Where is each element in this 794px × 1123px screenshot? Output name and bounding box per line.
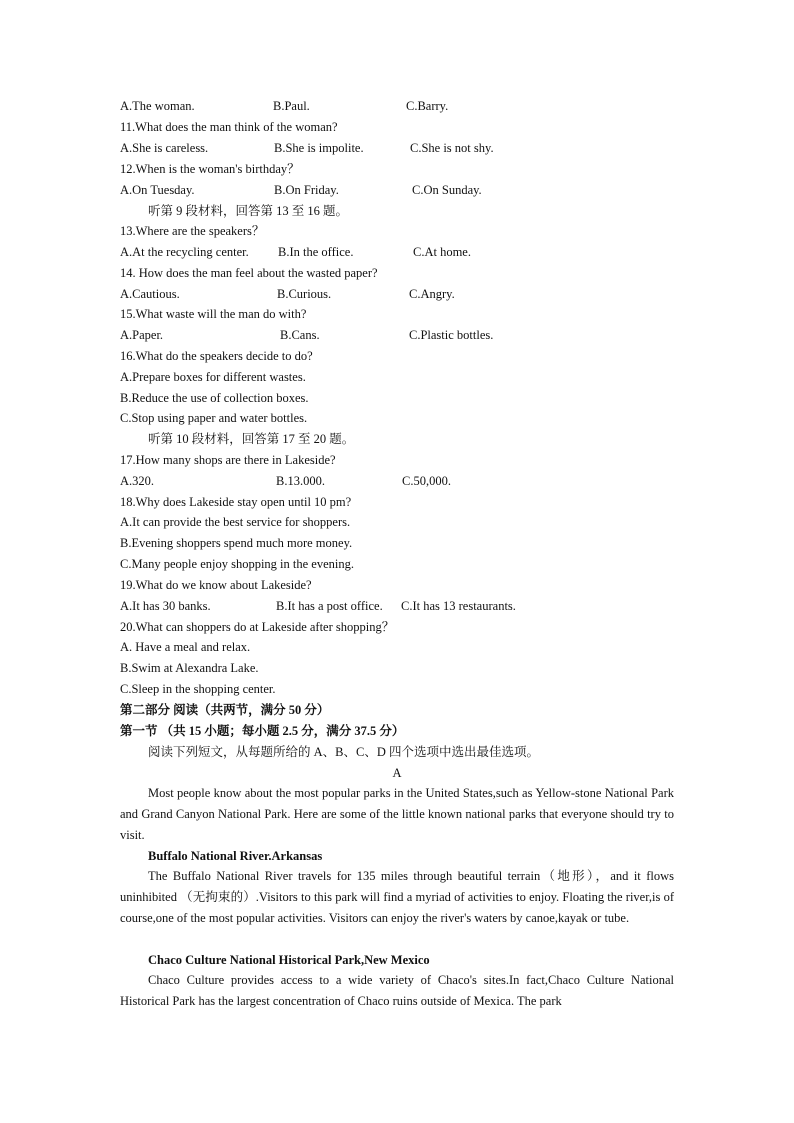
q14-option-c: C.Angry. [409,287,455,301]
q12-option-b: B.On Friday. [274,183,339,197]
q15-option-c: C.Plastic bottles. [409,328,494,342]
q12-stem: 12.When is the woman's birthday？ [120,162,300,176]
q15-option-b: B.Cans. [280,328,320,342]
q20-option-c: C.Sleep in the shopping center. [120,682,276,696]
part-2-title: 第二部分 阅读（共两节，满分 50 分） [120,703,330,717]
park-heading-chaco: Chaco Culture National Historical Park,New Mexico [148,953,430,967]
q15-stem: 15.What waste will the man do with? [120,307,307,321]
q15-option-a: A.Paper. [120,328,164,342]
q10-option-b: B.Paul. [273,99,310,113]
q19-option-a: A.It has 30 banks. [120,599,211,613]
q13-stem: 13.Where are the speakers？ [120,224,265,238]
q10-option-a: A.The woman. [120,99,195,113]
passage-label: A [392,766,402,780]
section-10-instruction: 听第 10 段材料，回答第 17 至 20 题。 [148,432,355,446]
park-heading-buffalo: Buffalo National River.Arkansas [148,849,323,863]
q11-option-a: A.She is careless. [120,141,209,155]
q19-option-b: B.It has a post office. [276,599,383,613]
q20-option-a: A. Have a meal and relax. [120,640,251,654]
q11-option-b: B.She is impolite. [274,141,364,155]
q20-option-b: B.Swim at Alexandra Lake. [120,661,259,675]
section-1-title: 第一节 （共 15 小题；每小题 2.5 分，满分 37.5 分） [120,724,405,738]
passage-paragraph-3: Chaco Culture provides access to a wide variety of Chaco's sites.In fact,Chaco Culture National Historical Park has the largest concentration of Chaco ruins outside of Mexica. The park [120,973,674,1008]
section-9-instruction: 听第 9 段材料，回答第 13 至 16 题。 [148,204,349,218]
q14-stem: 14. How does the man feel about the wasted paper? [120,266,378,280]
q14-option-b: B.Curious. [277,287,332,301]
q10-option-c: C.Barry. [406,99,449,113]
q11-option-c: C.She is not shy. [410,141,494,155]
q19-option-c: C.It has 13 restaurants. [401,599,516,613]
q16-option-a: A.Prepare boxes for different wastes. [120,370,306,384]
q18-option-a: A.It can provide the best service for shoppers. [120,515,351,529]
q16-option-c: C.Stop using paper and water bottles. [120,411,308,425]
q13-option-a: A.At the recycling center. [120,245,249,259]
q19-stem: 19.What do we know about Lakeside? [120,578,312,592]
q17-option-b: B.13.000. [276,474,325,488]
q18-option-c: C.Many people enjoy shopping in the evening. [120,557,354,571]
q14-option-a: A.Cautious. [120,287,180,301]
reading-instruction: 阅读下列短文，从每题所给的 A、B、C、D 四个选项中选出最佳选项。 [148,745,539,759]
q17-option-c: C.50,000. [402,474,451,488]
q18-stem: 18.Why does Lakeside stay open until 10 pm? [120,495,352,509]
q11-stem: 11.What does the man think of the woman? [120,120,338,134]
q16-option-b: B.Reduce the use of collection boxes. [120,391,309,405]
q12-option-a: A.On Tuesday. [120,183,195,197]
q18-option-b: B.Evening shoppers spend much more money. [120,536,353,550]
q13-option-b: B.In the office. [278,245,354,259]
q13-option-c: C.At home. [413,245,471,259]
q17-option-a: A.320. [120,474,155,488]
passage-paragraph-1: Most people know about the most popular parks in the United States,such as Yellow-stone National Park and Grand Canyon National Park. Here are some of the little known national parks that everyone should try to visit. [120,786,674,842]
q17-stem: 17.How many shops are there in Lakeside? [120,453,336,467]
passage-paragraph-2: The Buffalo National River travels for 135 miles through beautiful terrain（地形），and it flows uninhibited （无拘束的）.Visitors to this park will find a myriad of activities to enjoy. Floating the river,is of course,one of the most popular activities. Visitors can enjoy the river's waters by canoe,kayak or tube. [120,869,674,925]
q16-stem: 16.What do the speakers decide to do? [120,349,313,363]
q12-option-c: C.On Sunday. [412,183,482,197]
q20-stem: 20.What can shoppers do at Lakeside after shopping？ [120,620,395,634]
